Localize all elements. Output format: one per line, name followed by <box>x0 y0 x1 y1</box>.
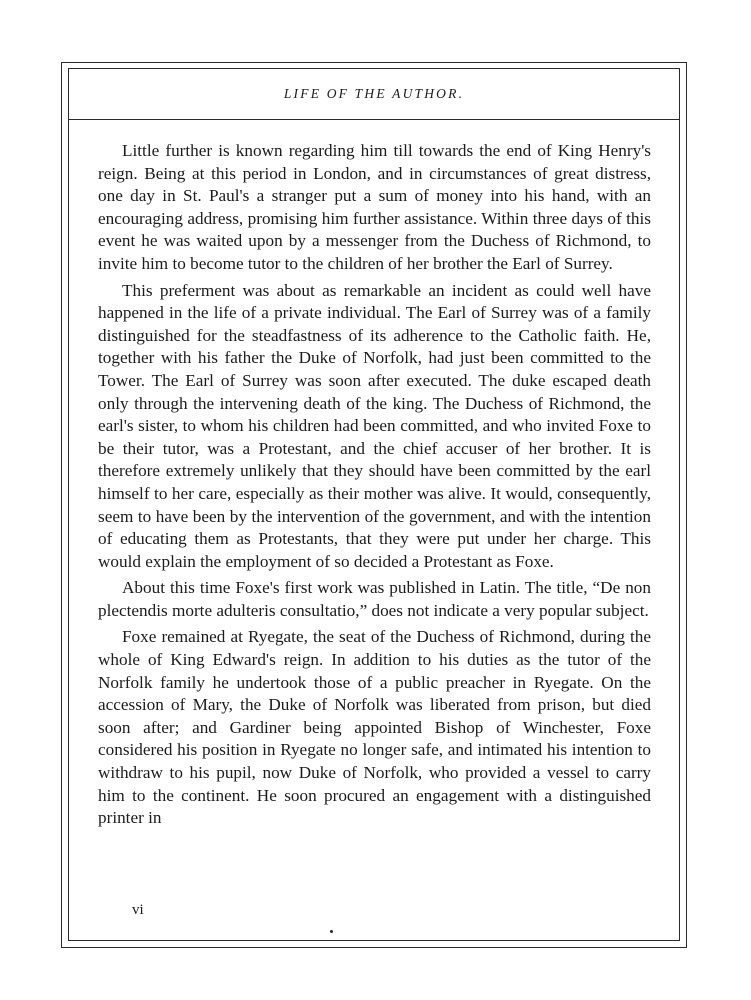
paragraph: This preferment was about as remarkable an incident as could well have happened in the life of a private individual. The Earl of Surrey was of a family distinguished for the steadfastness of its adherence to the Catholic faith. He, together with his father the Duke of Norfolk, had just been committed to the Tower. The Earl of Surrey was soon after executed. The duke escaped death only through the intervening death of the king. The Duchess of Richmond, the earl's sister, to whom his children had been committed, and who invited Foxe to be their tutor, was a Protestant, and the chief accuser of her brother. It is therefore extremely unlikely that they should have been committed by the earl himself to her care, especially as their mother was alive. It would, consequently, seem to have been by the intervention of the government, and with the intention of educating them as Protestants, that they were put under her charge. This would explain the employment of so decided a Protestant as Foxe. <box>98 280 651 571</box>
page-number: vi <box>132 902 144 918</box>
header-rule <box>68 119 680 120</box>
print-mark <box>330 930 333 933</box>
paragraph: Little further is known regarding him till towards the end of King Henry's reign. Being at this period in London, and in circumstances of great distress, one day in St. Paul's a stranger put a sum of money into his hand, with an encouraging address, promising him further assistance. Within three days of this event he was waited upon by a messenger from the Duchess of Richmond, to invite him to become tutor to the children of her brother the Earl of Surrey. <box>98 141 651 273</box>
running-header: LIFE OF THE AUTHOR. <box>283 86 465 101</box>
paragraph: About this time Foxe's first work was published in Latin. The title, “De non plectendis morte adulteris consultatio,” does not indicate a very popular subject. <box>98 578 651 620</box>
paragraph: Foxe remained at Ryegate, the seat of the Duchess of Richmond, during the whole of King Edward's reign. In addition to his duties as the tutor of the Norfolk family he undertook those of a public preacher in Ryegate. On the accession of Mary, the Duke of Norfolk was liberated from prison, but died soon after; and Gardiner being appointed Bishop of Winchester, Foxe considered his position in Ryegate no longer safe, and intimated his intention to withdraw to his pupil, now Duke of Norfolk, who provided a vessel to carry him to the continent. He soon procured an engagement with a distinguished printer in <box>98 627 651 828</box>
body-text <box>98 140 651 830</box>
